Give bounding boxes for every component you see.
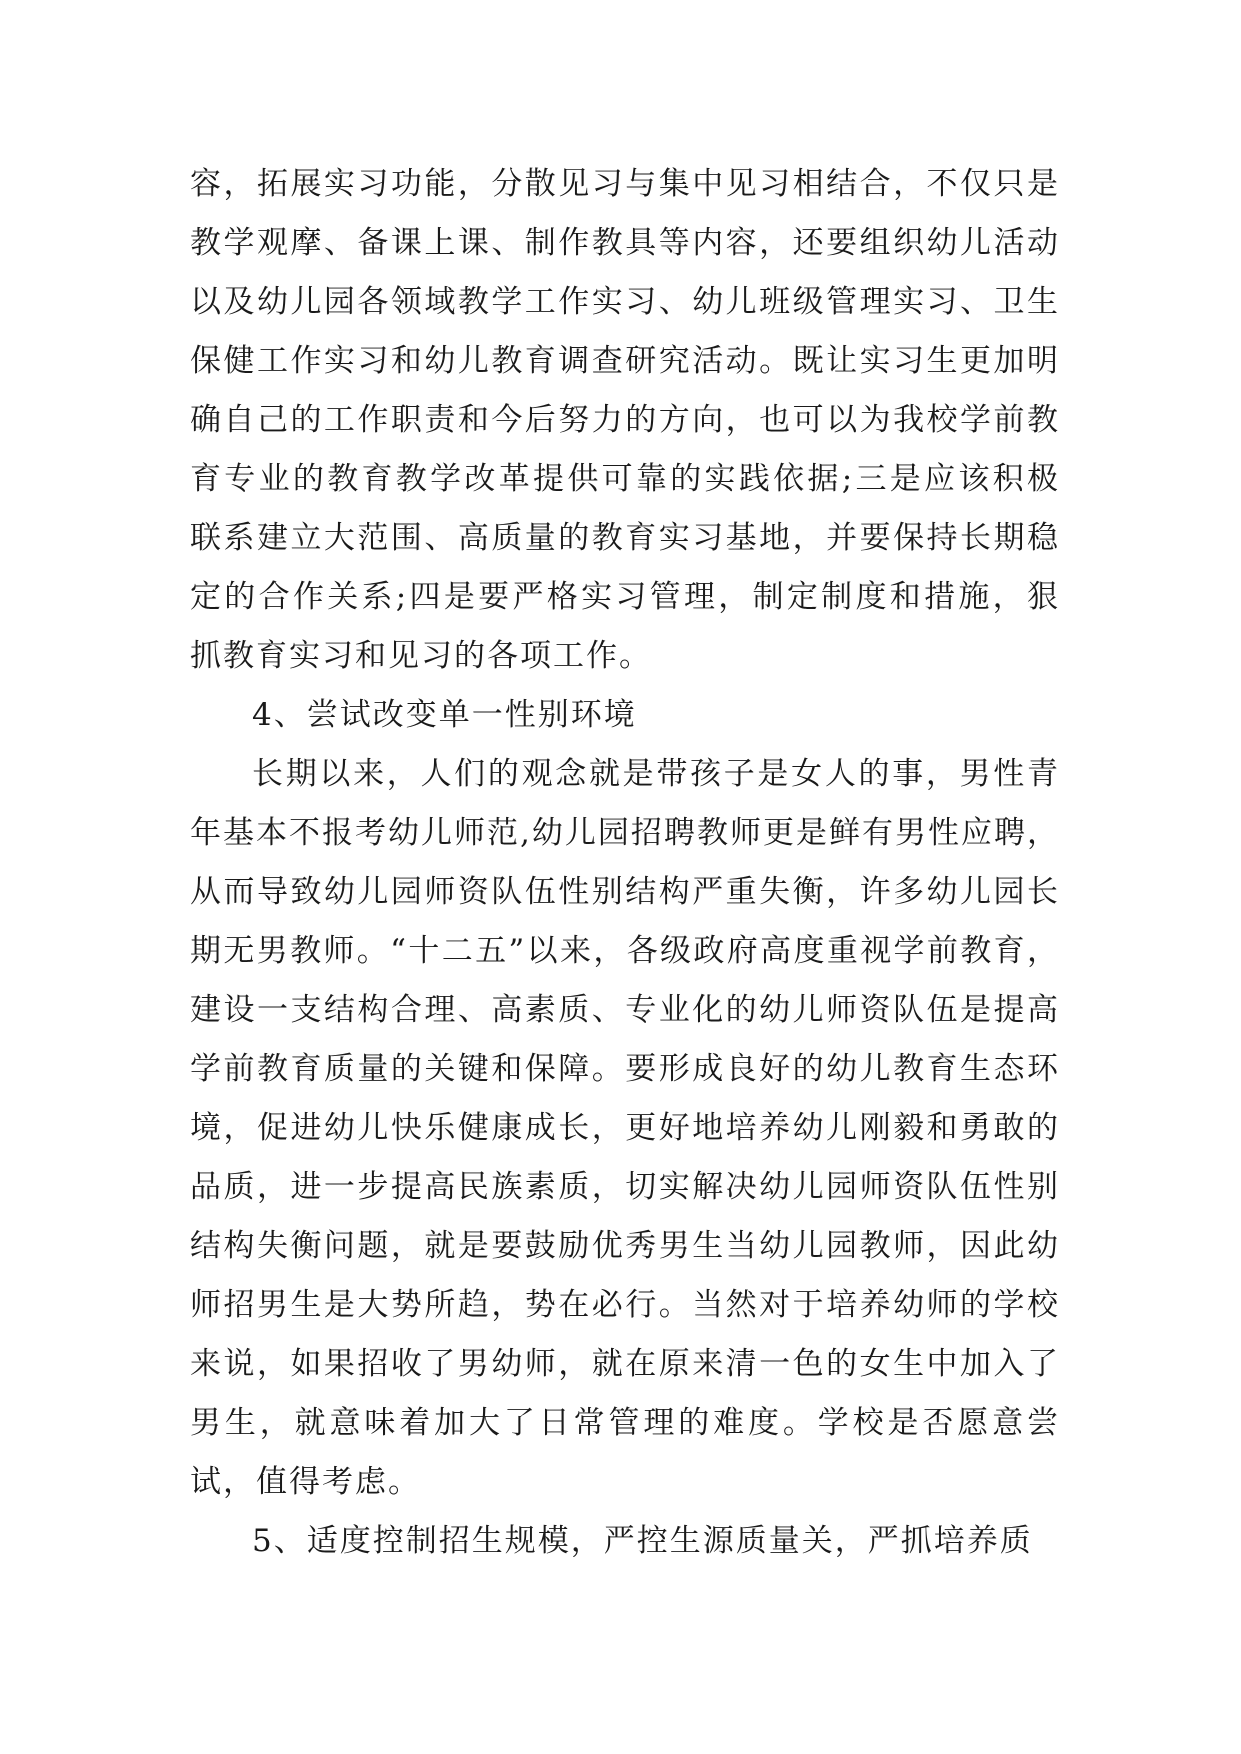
- paragraph-internship: 容，拓展实习功能，分散见习与集中见习相结合，不仅只是教学观摩、备课上课、制作教具等内容，还要组织幼儿活动以及幼儿园各领域教学工作实习、幼儿班级管理实习、卫生保健工作实习和幼儿教育调查研究活动。既让实习生更加明确自己的工作职责和今后努力的方向，也可以为我校学前教育专业的教育教学改革提供可靠的实践依据;三是应该积极联系建立大范围、高质量的教育实习基地，并要保持长期稳定的合作关系;四是要严格实习管理，制定制度和措施，狠抓教育实习和见习的各项工作。: [190, 166, 1060, 674]
- document-body: [190, 155, 1060, 1571]
- section-heading-4: 4、尝试改变单一性别环境: [252, 697, 637, 733]
- paragraph-gender-environment: 长期以来，人们的观念就是带孩子是女人的事，男性青年基本不报考幼儿师范,幼儿园招聘教师更是鲜有男性应聘，从而导致幼儿园师资队伍性别结构严重失衡，许多幼儿园长期无男教师。“十二五”以来，各级政府高度重视学前教育，建设一支结构合理、高素质、专业化的幼儿师资队伍是提高学前教育质量的关键和保障。要形成良好的幼儿教育生态环境，促进幼儿快乐健康成长，更好地培养幼儿刚毅和勇敢的品质，进一步提高民族素质，切实解决幼儿园师资队伍性别结构失衡问题，就是要鼓励优秀男生当幼儿园教师，因此幼师招男生是大势所趋，势在必行。当然对于培养幼师的学校来说，如果招收了男幼师，就在原来清一色的女生中加入了男生，就意味着加大了日常管理的难度。学校是否愿意尝试，值得考虑。: [190, 756, 1060, 1500]
- section-heading-5: 5、适度控制招生规模，严控生源质量关，严抓培养质: [252, 1523, 1033, 1559]
